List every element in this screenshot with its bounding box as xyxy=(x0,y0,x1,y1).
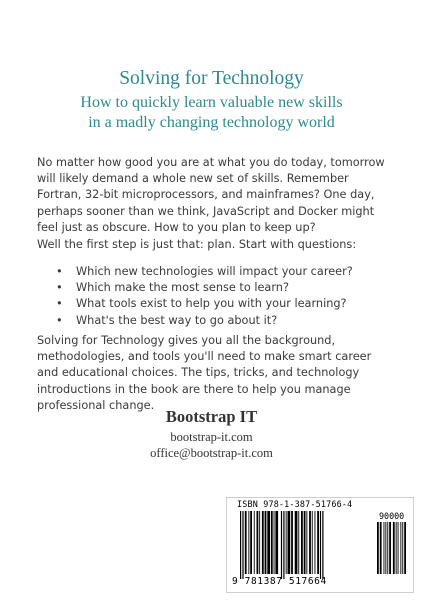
question-item: • What tools exist to help you with your learning? xyxy=(56,296,353,312)
question-item: • What's the best way to go about it? xyxy=(56,313,353,329)
book-title: Solving for Technology xyxy=(119,68,304,89)
publisher-website: bootstrap-it.com xyxy=(170,430,253,444)
question-item: • Which new technologies will impact your career? xyxy=(56,264,353,280)
question-item: • Which make the most sense to learn? xyxy=(56,280,353,296)
publisher-email: office@bootstrap-it.com xyxy=(150,446,273,460)
summary-paragraph: Solving for Technology gives you all the background, methodologies, and tools you'll need to make smart career and educational choices. The tips, tricks, and technology introductions in the book are there to help you manage professional change. xyxy=(37,334,372,412)
questions-list xyxy=(56,264,353,329)
isbn-barcode xyxy=(226,497,414,593)
price-code: 90000 xyxy=(379,511,405,521)
subtitle-line-2: in a madly changing technology world xyxy=(88,114,335,131)
isbn-label: ISBN 978-1-387-51766-4 xyxy=(237,499,353,509)
intro-paragraph: No matter how good you are at what you do today, tomorrow will likely demand a whole new set of skills. Remember Fortran, 32-bit microprocessors, and mainframes? One day, perhaps sooner than we think, JavaScript and Docker might feel just as obscure. How to you plan to keep up? xyxy=(37,156,385,234)
subtitle-line-1: How to quickly learn valuable new skills xyxy=(80,94,343,111)
barcode-digits: 9 781387 517664 xyxy=(232,576,327,587)
plan-paragraph: Well the first step is just that: plan. Start with questions: xyxy=(37,238,357,251)
publisher-name: Bootstrap IT xyxy=(165,407,258,426)
book-subtitle xyxy=(0,93,423,133)
